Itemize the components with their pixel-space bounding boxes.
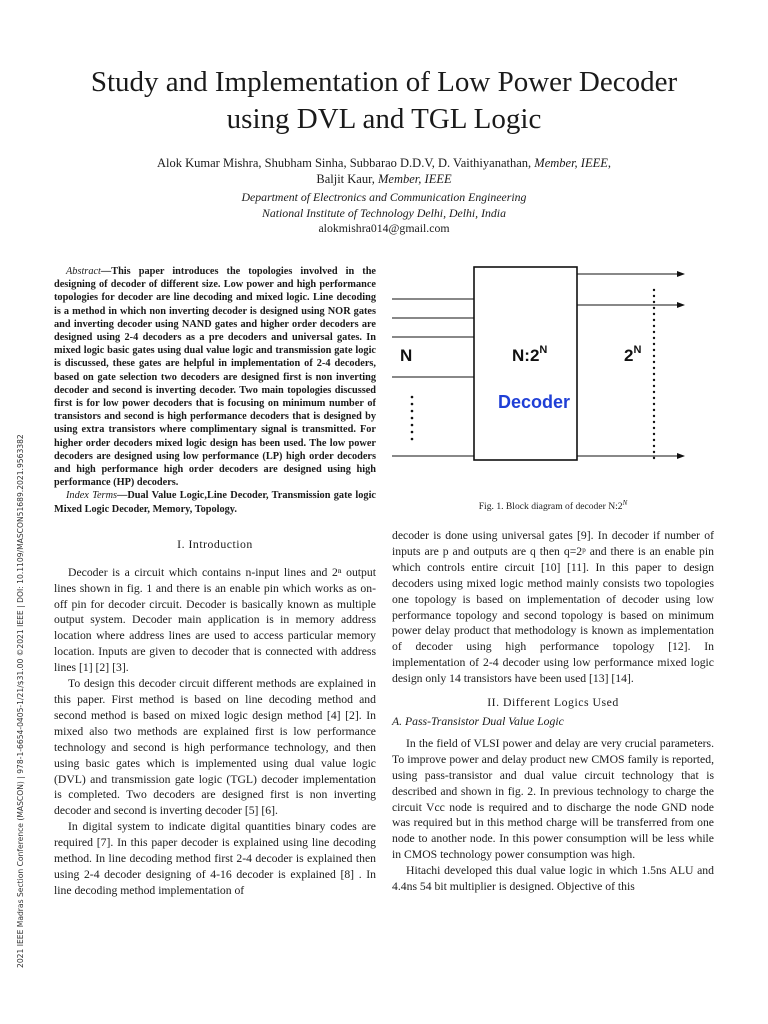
figure-caption — [392, 499, 714, 512]
abstract-text: —This paper introduces the topologies involved in the designing of decoder of different size. Low power and high performance topologies for decoder are line decoding and mixed logic. Line decoding is a method in which non inverting decoder is designed using NOR gates and inverting decoder using NAND gates and higher order decoders are designed using 2-4 decoders as a pre decoders and universal gates. In mixed logic basic gates using dual value logic and transmission gate logic is discussed, these gates are helpful in implementation of 2-4 decoders, based on gate selection two decoders are designed first is non inverting decoder and second is inverting decoder. Two main topologies discussed first is for low power decoders that is focusing on minimum number of transistors and second is high performance decoders that is designed by using extra transistors where complimentary signal is transmitted. For higher order decoders mixed logic design has been used. The low power decoders are designed using low performance (LP) high order decoders and high performance high order decoders are designed using high performance (HP) decoders. — [54, 266, 376, 489]
intro-paragraph-3: In digital system to indicate digital quantities binary codes are required [7]. In this paper decoder is explained using line decoding method. In line decoding method first 2-4 decoder is explained then using 2-4 decoder designing of 4-16 decoder is explained [8] . In line decoding method implementation of — [54, 820, 376, 897]
index-terms-label: Index Terms — [66, 490, 118, 502]
author-email: alokmishra014@gmail.com — [318, 221, 450, 235]
dvl-paragraph-1: In the field of VLSI power and delay are very crucial parameters. To improve power and delay product new CMOS family is reported, using pass-transistor and dual value circuit technology that is described and shown in fig. 2. In previous technology to charge the circuit Vcc node is required and to discharge the node GND node was required but in this method charge will be transferred from one node to another node. In this power consumption will be less while in CMOS technology power consumption was high. — [392, 736, 714, 862]
block-ratio-label: $N:2^N$ — [512, 344, 548, 365]
author-names-1: Alok Kumar Mishra, Shubham Sinha, Subbarao D.D.V, D. Vaithiyanathan, — [157, 156, 535, 170]
section-1-heading: I. Introduction — [177, 536, 253, 551]
input-ellipsis — [411, 396, 414, 441]
abstract-paragraph — [54, 265, 376, 489]
figure-block-diagram — [392, 262, 692, 472]
abstract-label: Abstract — [66, 266, 101, 277]
decoder-label: Decoder — [498, 392, 571, 412]
output-ellipsis — [653, 289, 655, 459]
output-count-label: $2^N$ — [624, 344, 642, 365]
author-list: Alok Kumar Mishra, Shubham Sinha, Subbarao D.D.V, D. Vaithiyanathan, Member, IEEE, Baljit Kaur, Member, IEEE — [157, 156, 611, 186]
left-column — [54, 265, 376, 899]
section-2-heading: II. Different Logics Used — [487, 695, 619, 710]
continued-paragraph: decoder is done using universal gates [9]. In decoder if number of inputs are p and outputs are q then q=2ᵖ and there is an enable pin which controls entire circuit [10] [11]. In this paper to design decoders using mixed logic method mainly consists two topologies one topology is based on implementation of decoder using low performance topology and second topology is based on minimum power delay product that methodology is known as implementation of decoder using high performance topology [12]. In implementation of 2-4 decoder using low performance mixed logic design only 14 transistors have been used [13] [14]. — [392, 529, 714, 686]
intro-paragraph-2: To design this decoder circuit different methods are explained in this paper. First method is based on line decoding method and second method is based on mixed logic design method [4] [2]. In mixed also two methods are explained first is low performance technology and second is high performance technology, and then using basic gates which is implemented using dual value logic (DVL) and transmission gate logic (TGL) decoder implementation is completed. Two decoders are designed first is non inverting decoder and second is inverting decoder [5] [6]. — [54, 677, 376, 818]
member-tag-2: Member, IEEE — [378, 172, 452, 186]
side-identifier: 2021 IEEE Madras Section Conference (MASCON) | 978-1-6654-0405-1/21/$31.00 ©2021 IEEE | DOI: 10.1109/MASCON51689.2021.9563382 — [16, 434, 25, 968]
paper-title — [40, 64, 728, 138]
title-line-1: Study and Implementation of Low Power Decoder — [90, 66, 678, 98]
title-line-2: using DVL and TGL Logic — [226, 103, 542, 135]
input-count-label: N — [400, 346, 413, 365]
dvl-paragraph-2: Hitachi developed this dual value logic in which 1.5ns ALU and 4.4ns 54 bit multiplier is designed. Objective of this — [392, 864, 714, 894]
affiliation-department: Department of Electronics and Communication Engineering — [241, 190, 527, 204]
intro-paragraph-1: Decoder is a circuit which contains n-input lines and 2ⁿ output lines shown in fig. 1 and there is an enable pin which works as on-off pin for decoder circuit. Decoder is basically known as multiple output system. Decoder main application is in memory address location where address lines are used to access particular memory location. Inputs are given to decoder that is connected with address lines [1] [2] [3]. — [54, 565, 376, 675]
input-lines — [392, 299, 474, 456]
decoder-diagram — [392, 262, 692, 472]
affiliation-institute: National Institute of Technology Delhi, Delhi, India — [261, 206, 506, 220]
right-column — [392, 528, 714, 895]
caption-text: Fig. 1. Block diagram of decoder N:2 — [478, 501, 623, 513]
subsection-a-heading: A. Pass-Transistor Dual Value Logic — [392, 714, 564, 728]
caption-sup: N — [622, 499, 628, 507]
author-names-2: Baljit Kaur, — [316, 172, 379, 186]
index-terms — [54, 489, 376, 515]
index-terms-text: —Dual Value Logic,Line Decoder, Transmission gate logic Mixed Logic Decoder, Memory, Topology. — [54, 490, 376, 515]
member-tag-1: Member, IEEE — [534, 156, 608, 170]
abstract — [54, 265, 376, 516]
output-lines — [577, 274, 684, 456]
